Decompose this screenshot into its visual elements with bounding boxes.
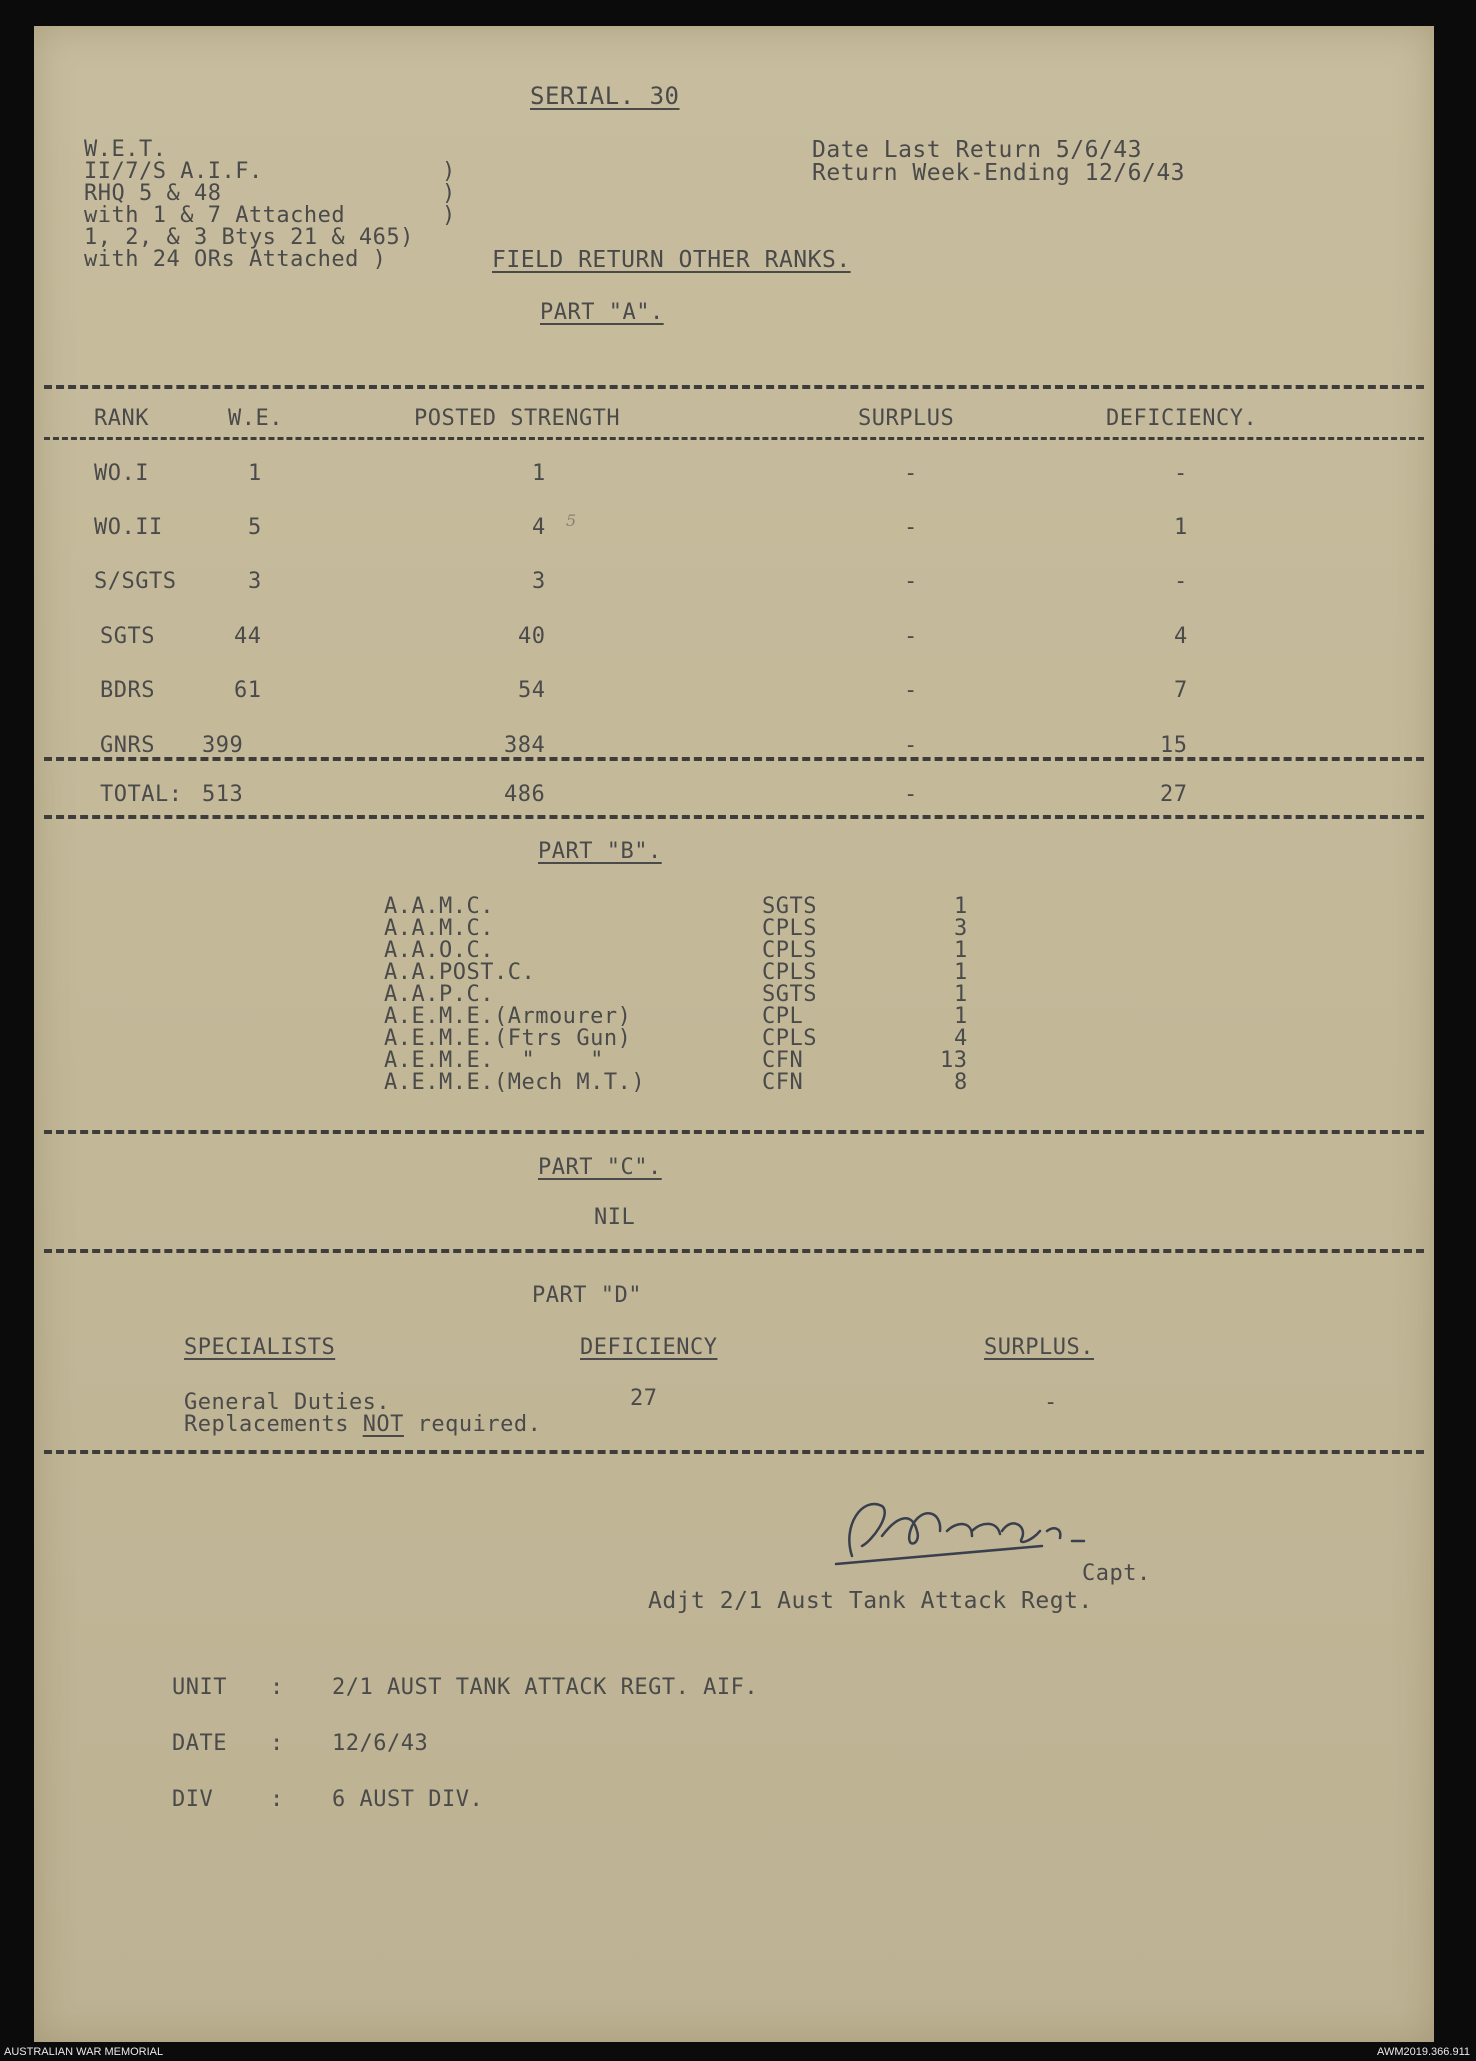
col-header-we: W.E.	[228, 406, 283, 431]
cell-surplus: -	[904, 678, 918, 703]
list-item-rank: CPL	[762, 1004, 804, 1029]
cell-surplus: -	[904, 515, 918, 540]
list-item-count: 8	[954, 1070, 968, 1095]
cell-posted: 54	[518, 678, 546, 703]
general-duties-label: General Duties.	[184, 1390, 391, 1415]
cell-we: 44	[234, 624, 262, 649]
cell-surplus: -	[904, 569, 918, 594]
total-surplus: -	[904, 782, 918, 807]
header-left-line: W.E.T.	[84, 137, 167, 162]
handwritten-note: 5	[566, 511, 577, 530]
divider	[44, 1249, 1424, 1253]
cell-posted: 4	[532, 515, 546, 540]
list-item-rank: SGTS	[762, 982, 817, 1007]
col-header-surplus: SURPLUS.	[984, 1335, 1094, 1360]
col-header-deficiency: DEFICIENCY.	[1106, 406, 1258, 431]
total-we: 513	[202, 782, 244, 807]
list-item-count: 4	[954, 1026, 968, 1051]
list-item-rank: CPLS	[762, 916, 817, 941]
list-item-rank: CPLS	[762, 938, 817, 963]
divider	[44, 1450, 1424, 1454]
list-item-count: 1	[954, 1004, 968, 1029]
date-value: 12/6/43	[332, 1731, 429, 1756]
date-sep: :	[270, 1731, 284, 1756]
replacements-emphasis: NOT	[362, 1412, 404, 1437]
header-left-line: 1, 2, & 3 Btys 21 & 465)	[84, 225, 414, 250]
cell-deficiency: 4	[1174, 624, 1188, 649]
part-d-heading: PART "D"	[532, 1283, 642, 1308]
cell-deficiency: -	[1174, 569, 1188, 594]
list-item-corps: A.E.M.E.(Armourer)	[384, 1004, 632, 1029]
general-duties-deficiency: 27	[630, 1386, 658, 1411]
col-header-deficiency: DEFICIENCY	[580, 1335, 718, 1360]
div-label: DIV	[172, 1787, 214, 1812]
cell-surplus: -	[904, 624, 918, 649]
cell-we: 399	[202, 733, 244, 758]
document-title: FIELD RETURN OTHER RANKS.	[492, 247, 851, 273]
cell-posted: 384	[504, 733, 546, 758]
cell-rank: SGTS	[100, 624, 155, 649]
list-item-count: 1	[954, 894, 968, 919]
cell-surplus: -	[904, 733, 918, 758]
list-item-corps: A.E.M.E. " "	[384, 1048, 604, 1073]
replacements-line	[184, 1414, 541, 1436]
part-a-heading: PART "A".	[540, 300, 664, 325]
list-item-rank: CFN	[762, 1070, 804, 1095]
div-value: 6 AUST DIV.	[332, 1787, 484, 1812]
cell-rank: WO.II	[94, 515, 163, 540]
list-item-corps: A.A.M.C.	[384, 894, 494, 919]
part-b-heading: PART "B".	[538, 839, 662, 864]
divider	[44, 1130, 1424, 1134]
total-label: TOTAL:	[100, 782, 183, 807]
date-label: DATE	[172, 1731, 227, 1756]
unit-value: 2/1 AUST TANK ATTACK REGT. AIF.	[332, 1675, 759, 1700]
date-last-return: Date Last Return 5/6/43	[812, 137, 1142, 163]
serial-number: SERIAL. 30	[530, 82, 680, 110]
list-item-corps: A.A.P.C.	[384, 982, 494, 1007]
total-posted: 486	[504, 782, 546, 807]
col-header-surplus: SURPLUS	[858, 406, 955, 431]
cell-deficiency: -	[1174, 461, 1188, 486]
list-item-rank: SGTS	[762, 894, 817, 919]
list-item-corps: A.E.M.E.(Ftrs Gun)	[384, 1026, 632, 1051]
list-item-corps: A.A.POST.C.	[384, 960, 536, 985]
brace-mark: ) ) )	[442, 159, 456, 228]
cell-deficiency: 15	[1160, 733, 1188, 758]
cell-rank: S/SGTS	[94, 569, 177, 594]
cell-rank: GNRS	[100, 733, 155, 758]
list-item-count: 3	[954, 916, 968, 941]
unit-sep: :	[270, 1675, 284, 1700]
cell-rank: BDRS	[100, 678, 155, 703]
list-item-count: 1	[954, 982, 968, 1007]
cell-we: 61	[234, 678, 262, 703]
col-header-rank: RANK	[94, 406, 149, 431]
cell-posted: 1	[532, 461, 546, 486]
cell-deficiency: 7	[1174, 678, 1188, 703]
cell-deficiency: 1	[1174, 515, 1188, 540]
divider	[44, 757, 1424, 761]
signatory-appointment: Adjt 2/1 Aust Tank Attack Regt.	[648, 1588, 1093, 1614]
general-duties-surplus: -	[1044, 1390, 1058, 1415]
cell-we: 1	[248, 461, 262, 486]
part-c-value: NIL	[594, 1205, 636, 1230]
list-item-corps: A.A.O.C.	[384, 938, 494, 963]
footer-catalogue-number: AWM2019.366.911	[1377, 2046, 1470, 2058]
signatory-rank: Capt.	[1082, 1561, 1151, 1586]
div-sep: :	[270, 1787, 284, 1812]
col-header-posted-strength: POSTED STRENGTH	[414, 406, 621, 431]
col-header-specialists: SPECIALISTS	[184, 1335, 336, 1360]
list-item-corps: A.A.M.C.	[384, 916, 494, 941]
list-item-rank: CPLS	[762, 960, 817, 985]
header-left-line: II/7/S A.I.F.	[84, 159, 263, 184]
list-item-count: 1	[954, 960, 968, 985]
cell-posted: 40	[518, 624, 546, 649]
total-deficiency: 27	[1160, 782, 1188, 807]
cell-we: 3	[248, 569, 262, 594]
divider	[44, 437, 1424, 440]
part-c-heading: PART "C".	[538, 1155, 662, 1180]
cell-posted: 3	[532, 569, 546, 594]
list-item-rank: CFN	[762, 1048, 804, 1073]
return-week-ending: Return Week-Ending 12/6/43	[812, 160, 1186, 186]
divider	[44, 815, 1424, 819]
header-left-line: RHQ 5 & 48	[84, 181, 222, 206]
header-left-line: with 1 & 7 Attached	[84, 203, 346, 228]
header-left-line: with 24 ORs Attached )	[84, 247, 387, 272]
document-page	[34, 26, 1434, 2042]
list-item-count: 13	[940, 1048, 968, 1073]
divider	[44, 385, 1424, 389]
list-item-corps: A.E.M.E.(Mech M.T.)	[384, 1070, 646, 1095]
replacements-suffix: required.	[403, 1412, 542, 1437]
list-item-count: 1	[954, 938, 968, 963]
cell-rank: WO.I	[94, 461, 149, 486]
unit-label: UNIT	[172, 1675, 227, 1700]
cell-surplus: -	[904, 461, 918, 486]
footer-credit: AUSTRALIAN WAR MEMORIAL	[4, 2046, 164, 2058]
cell-we: 5	[248, 515, 262, 540]
list-item-rank: CPLS	[762, 1026, 817, 1051]
replacements-prefix: Replacements	[184, 1412, 363, 1437]
